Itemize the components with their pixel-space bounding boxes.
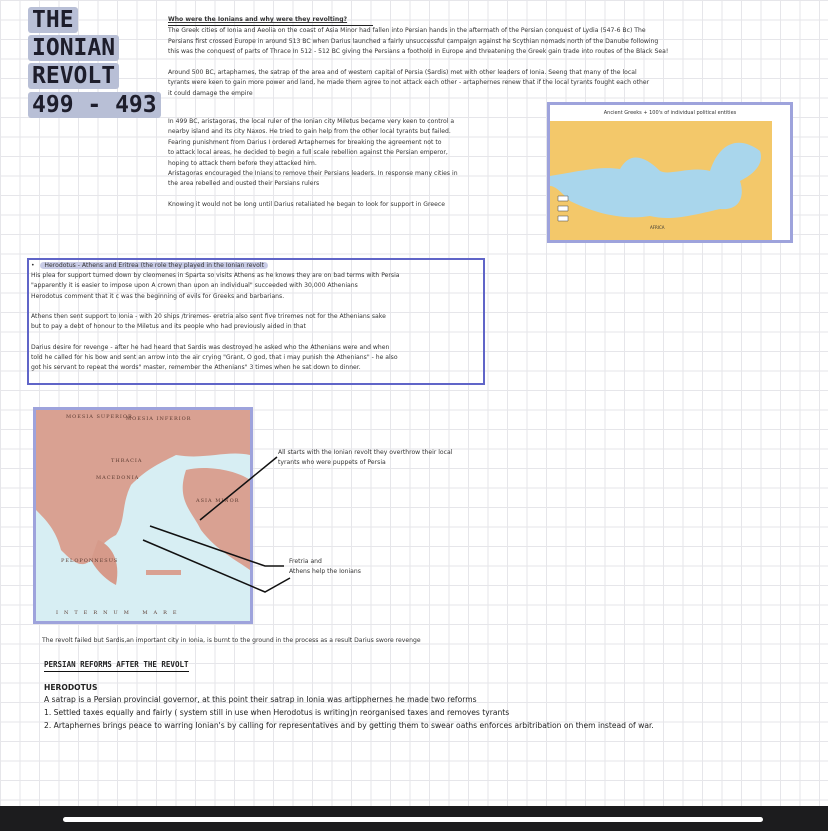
intro-heading: Who were the Ionians and why were they revolting?	[168, 15, 373, 26]
map-label: INTERNUM MARE	[56, 610, 183, 616]
box-line: got his servant to repeat the words" master, remember the Athenians" 3 times when he sat down to dinner.	[31, 364, 361, 372]
box-line: Darius desire for revenge - after he had heard that Sardis was destroyed he asked who the Athenians were and when	[31, 343, 390, 351]
title-line-4: 499 - 493	[28, 92, 161, 118]
map-label: MOESIA SUPERIOR	[66, 414, 133, 420]
title-line-1: THE	[28, 7, 78, 33]
reforms-intro: A satrap is a Persian provincial governor, at this point their satrap in Ionia was artipphernes he made two reforms	[44, 695, 477, 704]
bottom-bar	[0, 806, 828, 831]
reforms-heading: PERSIAN REFORMS AFTER THE REVOLT	[44, 658, 189, 672]
intro-line: Around 500 BC, artapharnes, the satrap of the area and of western capital of Persia (Sardis) met with other leaders of Ionia. Seeng that many of the local	[168, 69, 637, 77]
home-indicator[interactable]	[63, 817, 763, 822]
box-line: but to pay a debt of honour to the Miletus and its people who had previously aided in that	[31, 323, 306, 331]
text-line: Aristagoras encouraged the Inians to remove their Persians leaders. In response many cities in	[168, 170, 458, 178]
reform-item: 2. Artaphernes brings peace to warring Ionian's by calling for representatives and by getting them to swear oaths enforces arbitribation on them instead of war.	[44, 721, 654, 730]
text-line: to attack local areas, he decided to begin a full scale rebellion against the Persian emperor,	[168, 149, 448, 157]
map-label: PELOPONNESUS	[61, 558, 119, 564]
reform-item: 1. Settled taxes equally and fairly ( system still in use when Herodotus is writing)n reorganised taxes and removes tyrants	[44, 708, 510, 717]
map-caption: Ancient Greeks + 100's of individual political entities	[550, 105, 790, 121]
map-label: MACEDONIA	[96, 475, 140, 481]
revolt-failed-text: The revolt failed but Sardis,an important city in Ionia, is burnt to the ground in the process as a result Darius swore revenge	[42, 637, 421, 644]
box-line: told he called for his bow and sent an arrow into the air crying "Grant, O god, that i may punish the Athenians" - he also	[31, 353, 398, 361]
title-line-2: IONIAN	[28, 35, 119, 61]
box-heading: • Herodotus - Athens and Eritrea (the role they played in the Ionian revolt	[31, 261, 400, 271]
intro-line: The Greek cities of Ionia and Aeolia on the coast of Asia Minor had fallen into Persian hands in the aftermath of the Persian conquest of Lydia (547-6 Bc) The	[168, 27, 646, 35]
text-line: the area rebelled and ousted their Persians rulers	[168, 180, 320, 188]
reforms-subheading: HERODOTUS	[44, 683, 98, 692]
text-line: Fearing punishment from Darius I ordered Artaphernes for breaking the agreement not to	[168, 138, 442, 146]
annotation-eretria-athens: Fretria and Athens help the Ionians	[289, 558, 361, 576]
text-line: hoping to attack them before they attacked him.	[168, 159, 317, 167]
text-line: nearby island and its city Naxos. He tried to gain help from the other local tyrants but failed.	[168, 128, 451, 136]
map-label: MOESIA INFERIOR	[126, 416, 192, 422]
intro-line: it could damage the empire	[168, 89, 253, 97]
intro-line: Persians first crossed Europe in around 513 BC when Darius launched a fairly unsuccessful campaign against he Scythian nomads north of the Danube following	[168, 37, 659, 45]
map-label-africa: AFRICA	[650, 225, 665, 230]
map-label: THRACIA	[111, 458, 143, 464]
arrow-ionian-revolt	[200, 457, 277, 520]
box-line: Athens then sent support to Ionia - with 20 ships /triremes- eretria also sent five triremes not for the Athenians sake	[31, 313, 386, 321]
annotation-ionian-revolt: All starts with the Ionian revolt they overthrow their local tyrants who were puppets of Persia	[278, 449, 453, 467]
box-line: "apparently it is easier to impose upon A crown than upon an individual" succeeded with 30,000 Athenians	[31, 282, 358, 290]
box-line: Herodotus comment that it c was the beginning of evils for Greeks and barbarians.	[31, 292, 285, 300]
intro-line: tyrants were keen to gain more power and land, he made them agree to not attack each other - artaphernes renew that if the local tyrants fought each other	[168, 79, 650, 87]
intro-line: this was the conquest of parts of Thrace In 512 - 512 BC giving the Persians a foothold in Europe and threatening the Greek gain trade into routes of the Black Sea!	[168, 48, 669, 56]
arrow-eretria	[150, 526, 284, 566]
text-line: Knowing it would not be long until Darius retaliated he began to look for support in Greece	[168, 201, 445, 209]
title-line-3: REVOLT	[28, 63, 119, 89]
text-line: In 499 BC, aristagoras, the local ruler of the Ionian city Miletus became very keen to control a	[168, 118, 455, 125]
map-label: ASIA MINOR	[196, 498, 240, 504]
box-line: His plea for support turned down by cleomenes in Sparta so visits Athens as he knows they are on bad terms with Persia	[31, 272, 400, 280]
